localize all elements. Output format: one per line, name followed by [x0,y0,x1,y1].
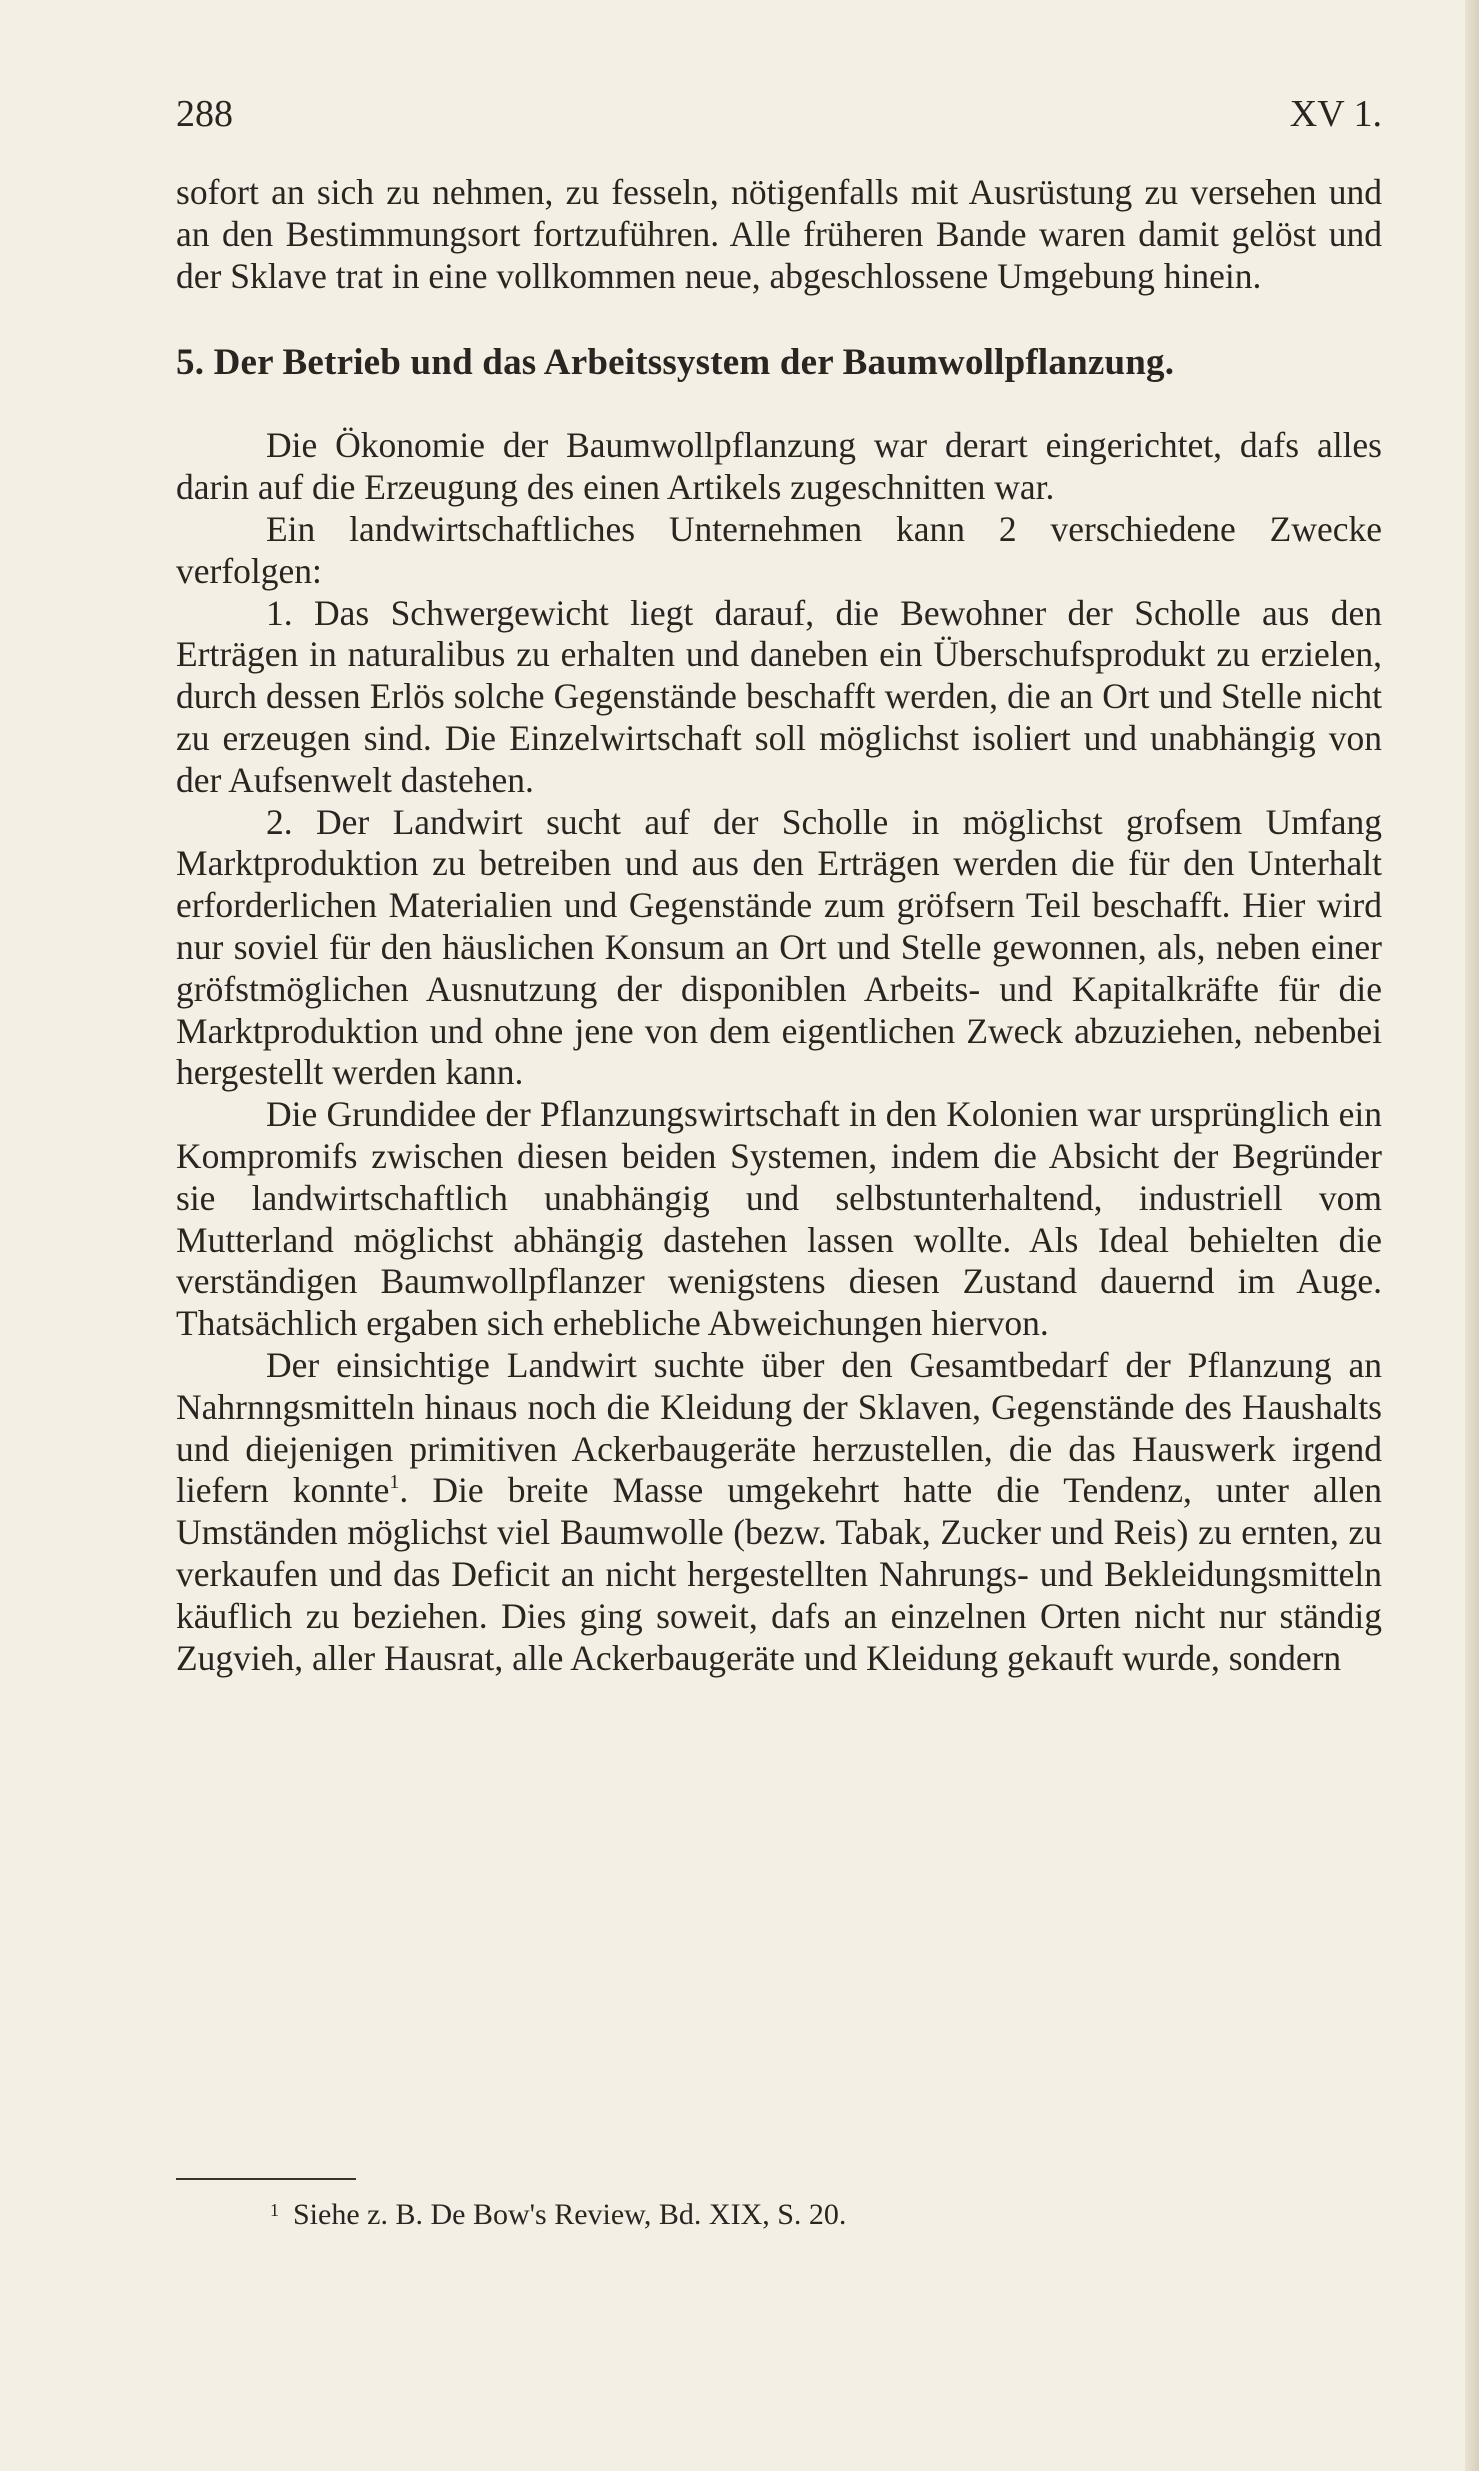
section-number: XV 1. [1289,93,1382,135]
footnote [270,2190,846,2235]
footnote-mark: 1 [270,2200,279,2220]
footnote-divider [176,2178,356,2180]
paragraph: 1. Das Schwergewicht liegt darauf, die Bewohner der Scholle aus den Erträgen in naturalibus zu erhalten und daneben ein Überschufsprodukt zu erzielen, durch dessen Erlös solche Gegenstände beschafft werden, die an Ort und Stelle nicht zu erzeugen sind. Die Einzelwirtschaft soll möglichst isoliert und unabhängig von der Aufsenwelt dastehen. [176,592,1382,800]
paragraph: Ein landwirtschaftliches Unternehmen kann 2 verschiedene Zwecke verfolgen: [176,508,1382,591]
footnote-text: Siehe z. B. De Bow's Review, Bd. XIX, S. 20. [293,2198,847,2231]
running-header [176,92,1382,142]
paragraph-text: . Die breite Masse umgekehrt hatte die Tendenz, unter allen Umständen möglichst viel Baumwolle (bezw. Tabak, Zucker und Reis) zu ernten, zu verkaufen und das Deficit an nicht hergestellten Nahrungs- und Bekleidungsmitteln käuflich zu beziehen. Dies ging soweit, dafs an einzelnen Orten nicht nur ständig Zugvieh, aller Hausrat, alle Ackerbaugeräte und Kleidung gekauft wurde, sondern [176,1470,1382,1678]
footnote-reference[interactable]: 1 [389,1471,400,1494]
paragraph [176,1345,1382,1679]
body-text [176,172,1382,1679]
page-edge [1465,0,1479,2471]
paragraph: 2. Der Landwirt sucht auf der Scholle in möglichst grofsem Umfang Marktproduktion zu betreiben und aus den Erträgen werden die für den Unterhalt erforderlichen Materialien und Gegenstände zum gröfsern Teil beschafft. Hier wird nur soviel für den häuslichen Konsum an Ort und Stelle gewonnen, als, neben einer gröfstmöglichen Ausnutzung der disponiblen Arbeits- und Kapitalkräfte für die Marktproduktion und ohne jene von dem eigentlichen Zweck abzuziehen, nebenbei hergestellt werden kann. [176,801,1382,1093]
paragraph: sofort an sich zu nehmen, zu fesseln, nötigenfalls mit Ausrüstung zu versehen und an den Bestimmungsort fortzuführen. Alle früheren Bande waren damit gelöst und der Sklave trat in eine vollkommen neue, abgeschlossene Umgebung hinein. [176,172,1382,296]
section-heading: 5. Der Betrieb und das Arbeitssystem der Baumwollpflanzung. [176,342,1175,384]
paragraph: Die Ökonomie der Baumwollpflanzung war derart eingerichtet, dafs alles darin auf die Erzeugung des einen Artikels zugeschnitten war. [176,425,1382,508]
paragraph: Die Grundidee der Pflanzungswirtschaft in den Kolonien war ursprünglich ein Kompromifs zwischen diesen beiden Systemen, indem die Absicht der Begründer sie landwirtschaftlich unabhängig und selbstunterhaltend, industriell vom Mutterland möglichst abhängig dastehen lassen wollte. Als Ideal behielten die verständigen Baumwollpflanzer wenigstens diesen Zustand dauernd im Auge. Thatsächlich ergaben sich erhebliche Abweichungen hiervon. [176,1094,1382,1344]
page-number: 288 [176,93,233,135]
paragraph-text: Der einsichtige Landwirt suchte über den Gesamtbedarf der Pflanzung an Nahrnngsmitteln hinaus noch die Kleidung der Sklaven, Gegenstände des Haushalts und diejenigen primitiven Ackerbaugeräte herzustellen, die das Hauswerk irgend liefern konnte [176,1344,1382,1511]
